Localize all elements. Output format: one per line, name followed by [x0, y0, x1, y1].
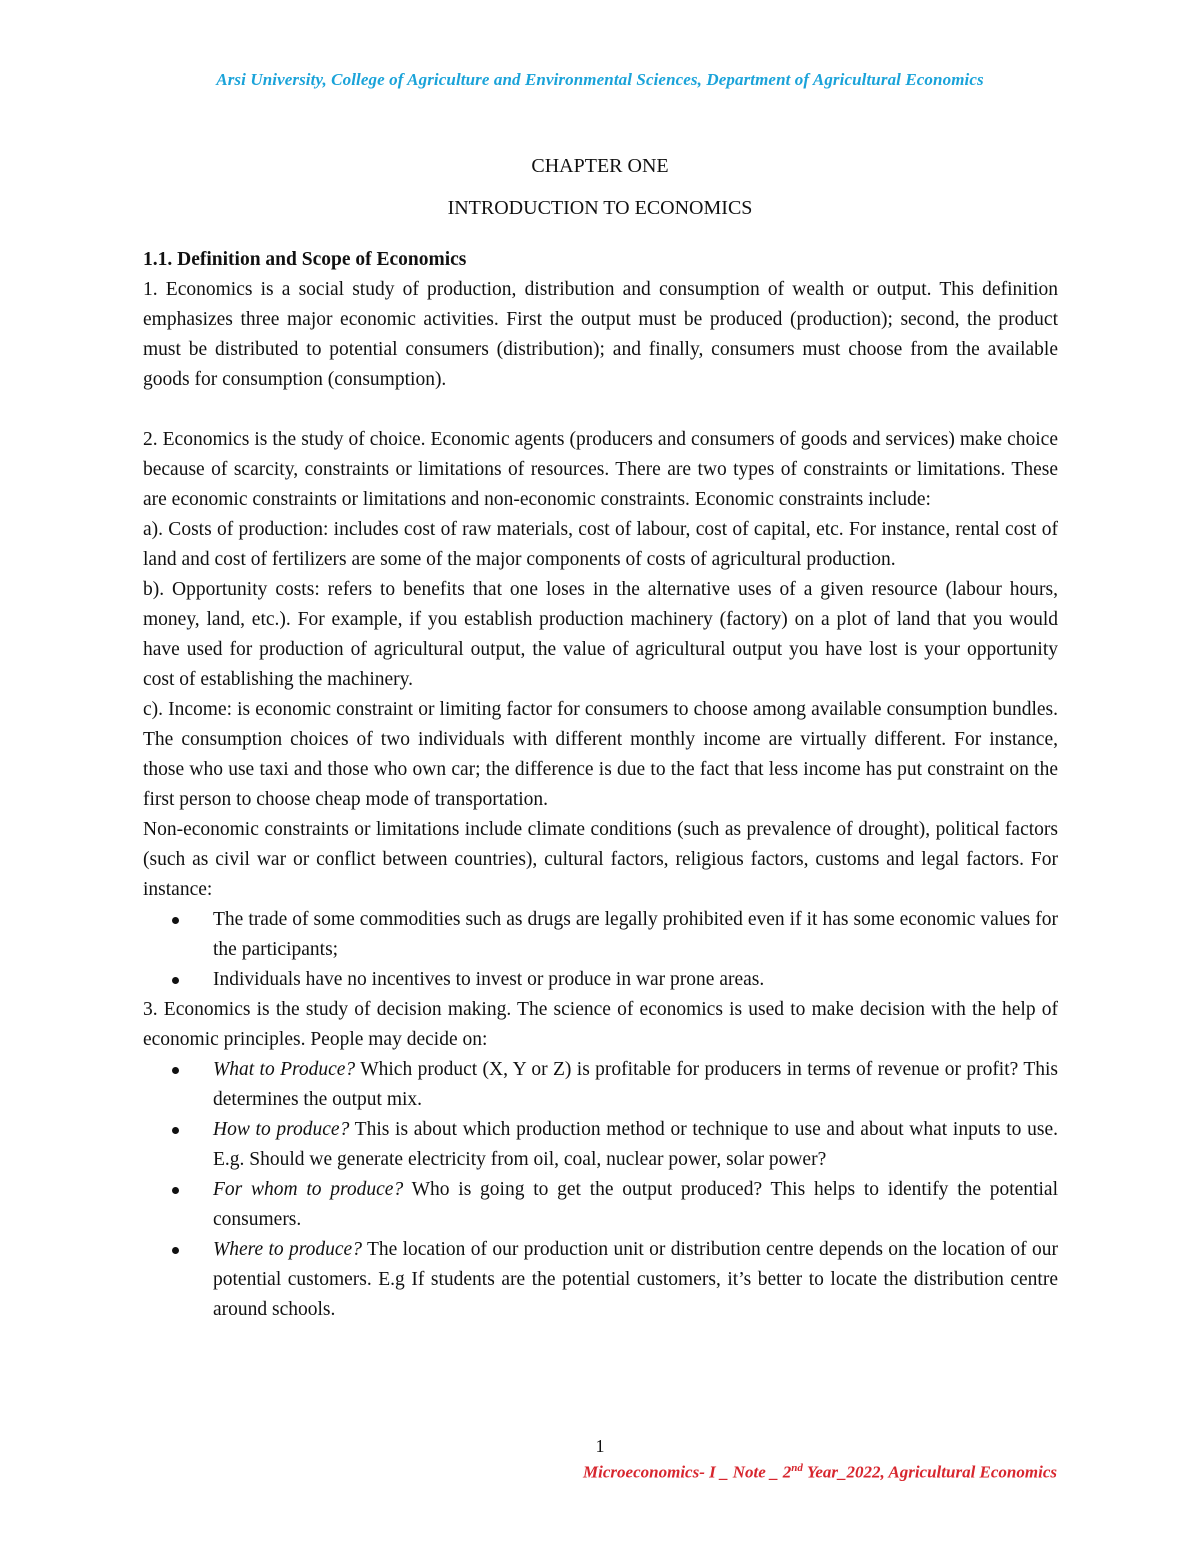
- list-item: How to produce? This is about which production method or technique to use and about what inputs to use. E.g. Should we generate electricity from oil, coal, nuclear power, solar power?: [143, 1115, 1058, 1175]
- bullet-list-decisions: [143, 1055, 1058, 1325]
- list-item: Individuals have no incentives to invest or produce in war prone areas.: [143, 965, 1058, 995]
- page-header: Arsi University, College of Agriculture and Environmental Sciences, Department of Agricultural Economics: [216, 70, 984, 89]
- chapter-title: INTRODUCTION TO ECONOMICS: [447, 197, 753, 219]
- bullet-icon: [172, 1187, 179, 1194]
- paragraph-b: b). Opportunity costs: refers to benefits that one loses in the alternative uses of a given resource (labour hours, money, land, etc.). For example, if you establish production machinery (factory) on a plot of land that you would have used for production of agricultural output, the value of agricultural output you have lost is your opportunity cost of establishing the machinery.: [143, 579, 1058, 690]
- paragraph-a: a). Costs of production: includes cost of raw materials, cost of labour, cost of capital, etc. For instance, rental cost of land and cost of fertilizers are some of the major components of costs of agricultural production.: [143, 519, 1058, 570]
- bullet-icon: [172, 1247, 179, 1254]
- bullet-icon: [172, 1067, 179, 1074]
- paragraph-c: c). Income: is economic constraint or limiting factor for consumers to choose among available consumption bundles. The consumption choices of two individuals with different monthly income are virtually different. For instance, those who use taxi and those who own car; the difference is due to the fact that less income has put constraint on the first person to choose cheap mode of transportation.: [143, 699, 1058, 810]
- section-heading: 1.1. Definition and Scope of Economics: [143, 249, 467, 270]
- document-body: [143, 245, 1058, 1325]
- paragraph-3: 3. Economics is the study of decision making. The science of economics is used to make decision with the help of economic principles. People may decide on:: [143, 999, 1058, 1050]
- paragraph-non-economic: Non-economic constraints or limitations include climate conditions (such as prevalence of drought), political factors (such as civil war or conflict between countries), cultural factors, religious factors, customs and legal factors. For instance:: [143, 819, 1058, 900]
- chapter-number: CHAPTER ONE: [531, 155, 669, 177]
- bullet-icon: [172, 917, 179, 924]
- list-item: Where to produce? The location of our production unit or distribution centre depends on the location of our potential customers. E.g If students are the potential customers, it’s better to locate the distribution centre around schools.: [143, 1235, 1058, 1325]
- bullet-icon: [172, 1127, 179, 1134]
- list-item: For whom to produce? Who is going to get the output produced? This helps to identify the potential consumers.: [143, 1175, 1058, 1235]
- paragraph-2: 2. Economics is the study of choice. Economic agents (producers and consumers of goods and services) make choice because of scarcity, constraints or limitations of resources. There are two types of constraints or limitations. These are economic constraints or limitations and non-economic constraints. Economic constraints include:: [143, 429, 1058, 510]
- list-item: What to Produce? Which product (X, Y or Z) is profitable for producers in terms of revenue or profit? This determines the output mix.: [143, 1055, 1058, 1115]
- bullet-icon: [172, 977, 179, 984]
- bullet-list-examples: [143, 905, 1058, 995]
- spacer: [143, 395, 1058, 425]
- page-footer: Microeconomics- I _ Note _ 2nd Year_2022, Agricultural Economics: [583, 1462, 1057, 1482]
- list-item: The trade of some commodities such as drugs are legally prohibited even if it has some economic values for the participants;: [143, 905, 1058, 965]
- page-number: 1: [595, 1436, 605, 1456]
- paragraph-1: 1. Economics is a social study of production, distribution and consumption of wealth or output. This definition emphasizes three major economic activities. First the output must be produced (production); second, the product must be distributed to potential consumers (distribution); and finally, consumers must choose from the available goods for consumption (consumption).: [143, 279, 1058, 390]
